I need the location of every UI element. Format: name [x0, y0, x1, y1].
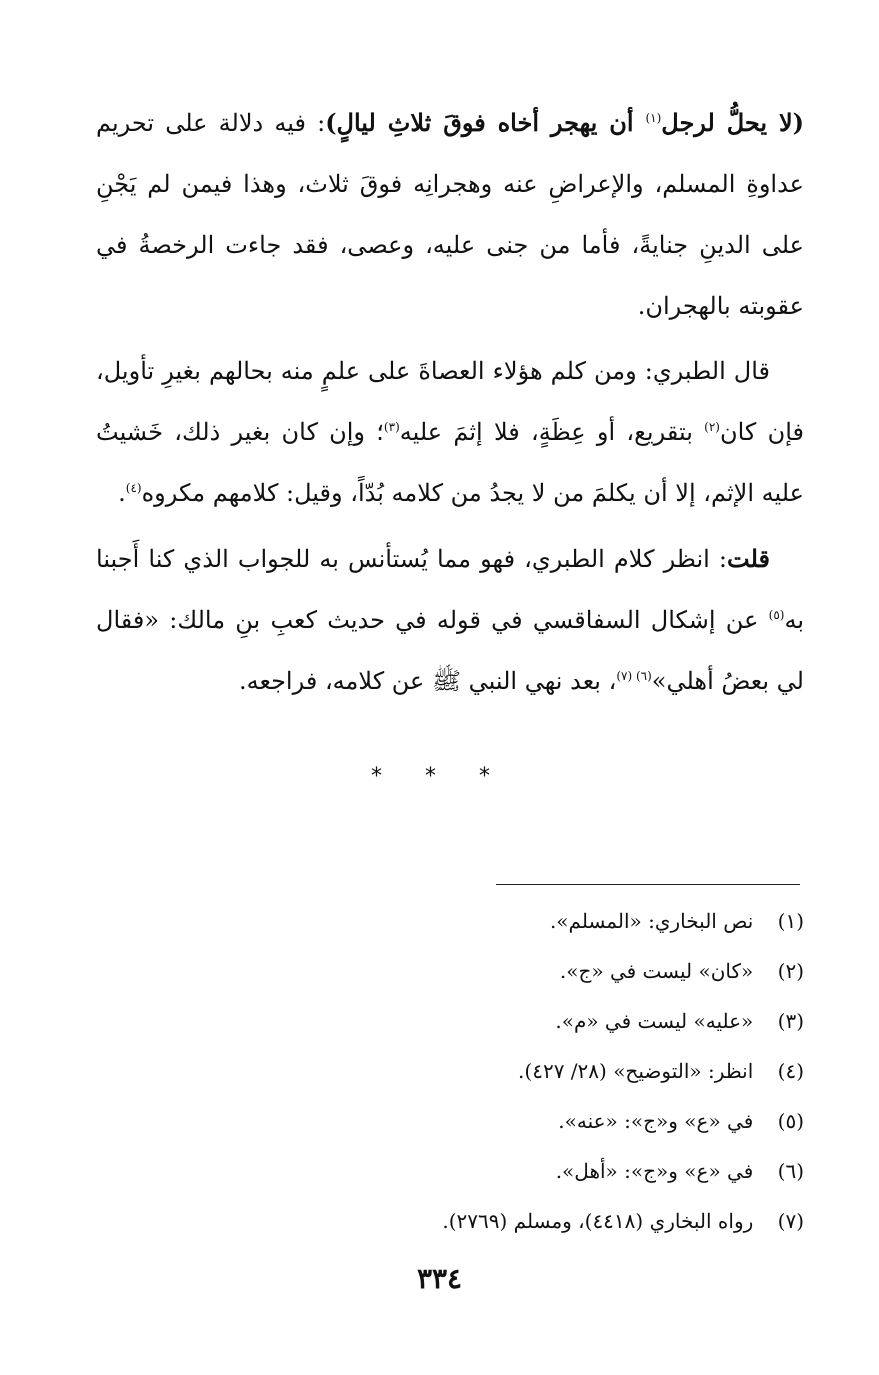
- footnote-ref-2[interactable]: (٢): [704, 420, 720, 434]
- footnote-number: (٦): [777, 1159, 804, 1183]
- footnote-text: في «ع» و«ج»: «عنه».: [558, 1109, 754, 1133]
- footnote-number: (٢): [777, 959, 804, 983]
- footnote-item: [96, 953, 804, 1003]
- footnote-item: [96, 1203, 804, 1253]
- footnote-text: «عليه» ليست في «م».: [555, 1009, 754, 1033]
- paragraph-hadith-explanation: [96, 92, 804, 337]
- footnote-ref-7[interactable]: (٧): [616, 669, 636, 683]
- footnote-divider: [496, 884, 800, 885]
- footnote-item: [96, 1153, 804, 1203]
- footnote-text: نص البخاري: «المسلم».: [549, 909, 754, 933]
- paragraph-tabari-quote: [96, 341, 804, 524]
- footnote-ref-6[interactable]: (٦): [635, 669, 652, 683]
- footnote-ref-5[interactable]: (٥): [768, 608, 785, 622]
- footnote-number: (١): [777, 909, 804, 933]
- footnote-item: [96, 1053, 804, 1103]
- footnote-item: [96, 1103, 804, 1153]
- footnote-ref-3[interactable]: (٣): [383, 420, 400, 434]
- footnote-number: (٤): [777, 1059, 804, 1083]
- footnote-text: «كان» ليست في «ج».: [559, 959, 754, 983]
- footnote-number: (٣): [777, 1009, 804, 1033]
- hadith-quote-end: أن يهجر أخاه فوقَ ثلاثِ ليالٍ): [325, 108, 646, 137]
- footnote-number: (٧): [777, 1209, 804, 1233]
- footnote-ref-1[interactable]: (١): [645, 111, 662, 125]
- footnote-item: [96, 1003, 804, 1053]
- footnote-ref-4[interactable]: (٤): [125, 481, 142, 495]
- paragraph-author-comment: [96, 528, 804, 712]
- footnote-text: في «ع» و«ج»: «أهل».: [555, 1159, 754, 1183]
- paragraph-text: : انظر كلام الطبري، فهو مما يُستأنس به للجواب الذي كنا أَجبنا به: [96, 545, 804, 634]
- hadith-quote-start: (لا يحلُّ لرجل: [661, 108, 804, 137]
- author-said-label: قلت: [727, 544, 770, 573]
- section-separator: * * *: [371, 764, 508, 789]
- footnote-number: (٥): [777, 1109, 804, 1133]
- footnote-text: رواه البخاري (٤٤١٨)، ومسلم (٢٧٦٩).: [442, 1209, 754, 1233]
- paragraph-text: بتقريع، أو عِظَةٍ، فلا إثمَ عليه: [399, 418, 705, 446]
- paragraph-text: ؛ وإن كان بغير ذلك، خَشيتُ عليه الإثم، إلا أن يكلمَ من لا يجدُ من كلامه بُدّاً، وقيل: كلامهم مكروه: [96, 418, 804, 507]
- paragraph-text: عن إشكال السفاقسي في قوله في حديث كعبِ بنِ مالك: «فقال لي بعضُ أهلي»: [96, 606, 804, 695]
- paragraph-text: ، بعد نهي النبي ﷺ عن كلامه، فراجعه.: [239, 667, 617, 695]
- footnotes-list: [96, 903, 804, 1253]
- footnote-text: انظر: «التوضيح» (٢٨/ ٤٢٧).: [518, 1059, 754, 1083]
- main-text: [96, 92, 804, 712]
- paragraph-text: .: [118, 479, 126, 507]
- paragraph-text: قال الطبري: ومن كلم هؤلاء العصاةَ على علمٍ منه بحالهم بغيرِ تأويل، فإن كان: [96, 357, 804, 446]
- page-number: ٣٣٤: [416, 1262, 463, 1295]
- paragraph-text: : فيه دلالة على تحريم عداوةِ المسلم، والإعراضِ عنه وهجرانِه فوقَ ثلاث، وهذا فيمن لم يَجْنِ على الدينِ جنايةً، فأما من جنى عليه، وعصى، فقد جاءت الرخصةُ في عقوبته بالهجران.: [96, 109, 804, 320]
- footnote-item: [96, 903, 804, 953]
